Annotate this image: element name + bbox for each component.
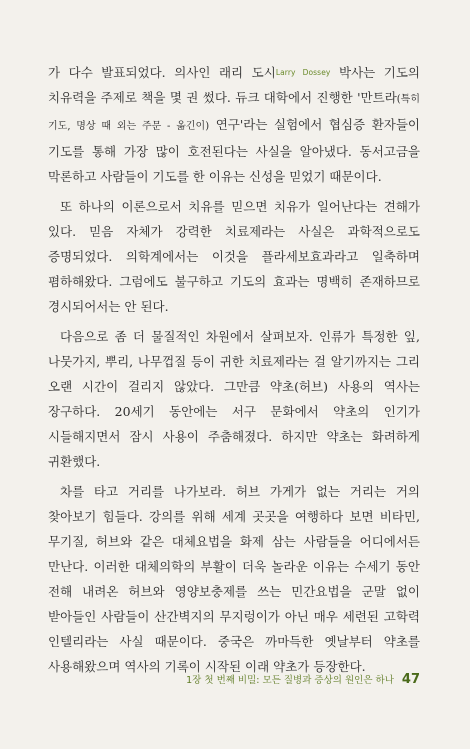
paragraph-4: 차를 타고 거리를 나가보라. 허브 가게가 없는 거리는 거의 찾아보기 힘들다. 강의를 위해 세계 곳곳을 여행하다 보면 비타민, 무기질, 허브와 같은 대체요법을 화제 삼는 사람들을 어디에서든 만난다. 이러한 대체의학의 부활이 더욱 놀라운 이유는 수세기 동안 전해 내려온 허브와 영양보충제를 쓰는 민간요법을 군말 없이 받아들인 사람들이 산간벽지의 무지렁이가 아닌 매우 세련된 고학력 인텔리라는 사실 때문이다. 중국은 까마득한 옛날부터 약초를 사용해왔으며 역사의 기록이 시작된 이래 약초가 등장한다. [48,484,420,674]
running-head: 1장 첫 번째 비밀: 모든 질병과 증상의 원인은 하나 [186,675,394,686]
body-text [48,60,420,684]
page-footer [186,672,420,687]
paragraph-3: 다음으로 좀 더 물질적인 차원에서 살펴보자. 인류가 특정한 잎, 나뭇가지, 뿌리, 나무껍질 등이 귀한 치료제라는 걸 알기까지는 그리 오랜 시간이 걸리지 않았다. 그만큼 약초(허브) 사용의 역사는 장구하다. 20세기 동안에는 서구 문화에서 약초의 인기가 시들해지면서 잠시 사용이 주춤해졌다. 하지만 약초는 화려하게 귀환했다. [48,329,420,469]
paragraph-2: 또 하나의 이론으로서 치유를 믿으면 치유가 일어난다는 견해가 있다. 믿음 자체가 강력한 치료제라는 사실은 과학적으로도 증명되었다. 의학계에서는 이것을 플라세보효과라고 일축하며 폄하해왔다. 그럼에도 불구하고 기도의 효과는 명백히 존재하므로 경시되어서는 안 된다. [48,199,420,314]
inline-english-name: Larry Dossey [275,68,331,77]
page-number: 47 [401,672,420,687]
paragraph-1 [48,60,420,189]
translator-note: (특히 기도, 명상 때 외는 주문 - 옮긴이) [48,94,420,132]
paragraph-1-text-a: 가 다수 발표되었다. 의사인 래리 도시 [48,65,276,80]
paragraph-1-text-c: 연구'라는 실험에서 협심증 환자들이 기도를 통해 가장 많이 호전된다는 사실을 알아냈다. 동서고금을 막론하고 사람들이 기도를 한 이유는 신성을 믿었기 때문이다. [48,117,420,184]
paragraph-1-text-b: 박사는 기도의 치유력을 주제로 책을 몇 권 썼다. 듀크 대학에서 진행한 '만트라 [48,65,420,105]
